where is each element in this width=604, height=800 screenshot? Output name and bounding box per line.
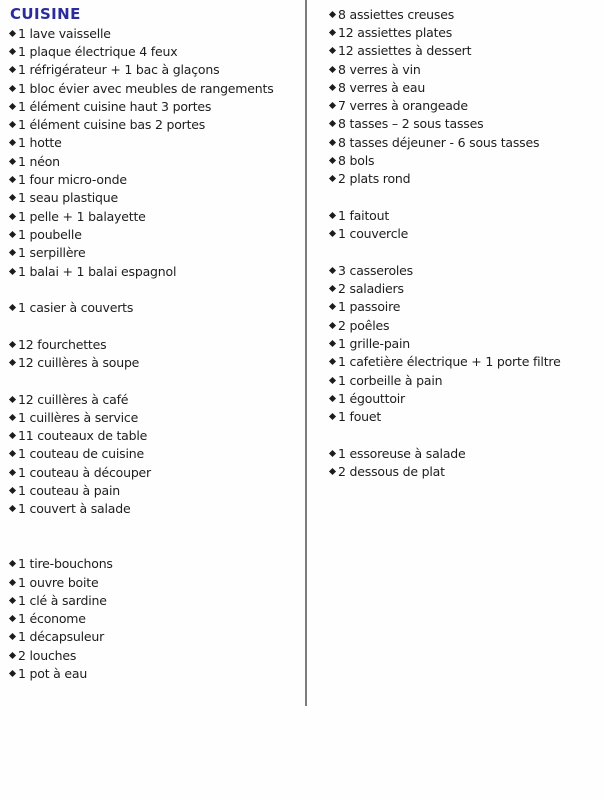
list-item bbox=[330, 389, 600, 407]
list-item bbox=[330, 5, 600, 23]
diamond-bullet-icon bbox=[329, 303, 336, 310]
diamond-bullet-icon bbox=[329, 157, 336, 164]
list-item bbox=[10, 536, 302, 554]
diamond-bullet-icon bbox=[9, 505, 16, 512]
diamond-bullet-icon bbox=[329, 267, 336, 274]
item-label: 1 couteau de cuisine bbox=[18, 446, 144, 462]
diamond-bullet-icon bbox=[9, 414, 16, 421]
item-label: 1 élément cuisine haut 3 portes bbox=[18, 98, 212, 114]
list-item bbox=[330, 408, 600, 426]
item-label: 1 néon bbox=[18, 153, 60, 169]
list-item bbox=[330, 444, 600, 462]
diamond-bullet-icon bbox=[9, 432, 16, 439]
list-item bbox=[10, 353, 302, 371]
item-label: 2 louches bbox=[18, 647, 77, 663]
list-item bbox=[10, 317, 302, 335]
list-item bbox=[330, 23, 600, 41]
item-label: 7 verres à orangeade bbox=[338, 98, 468, 114]
diamond-bullet-icon bbox=[9, 48, 16, 55]
item-label: 2 dessous de plat bbox=[338, 464, 445, 480]
item-label: 8 verres à vin bbox=[338, 61, 421, 77]
item-label: 8 tasses déjeuner - 6 sous tasses bbox=[338, 134, 540, 150]
item-label: 12 assiettes à dessert bbox=[338, 43, 472, 59]
item-label: 1 pot à eau bbox=[18, 666, 88, 682]
diamond-bullet-icon bbox=[9, 84, 16, 91]
item-label: 1 lave vaisselle bbox=[18, 25, 111, 41]
item-label: 2 plats rond bbox=[338, 171, 411, 187]
column-divider bbox=[305, 0, 307, 706]
list-item bbox=[330, 96, 600, 114]
diamond-bullet-icon bbox=[9, 560, 16, 567]
list-item bbox=[10, 646, 302, 664]
item-label: 1 passoire bbox=[338, 299, 401, 315]
diamond-bullet-icon bbox=[9, 359, 16, 366]
item-label: 1 casier à couverts bbox=[18, 300, 134, 316]
list-item bbox=[330, 170, 600, 188]
list-item bbox=[330, 243, 600, 261]
diamond-bullet-icon bbox=[9, 450, 16, 457]
item-label: 1 économe bbox=[18, 611, 86, 627]
list-item bbox=[10, 628, 302, 646]
item-label: 2 saladiers bbox=[338, 281, 404, 297]
list-item bbox=[10, 189, 302, 207]
item-label: 1 réfrigérateur + 1 bac à glaçons bbox=[18, 62, 220, 78]
list-item bbox=[10, 463, 302, 481]
diamond-bullet-icon bbox=[329, 395, 336, 402]
diamond-bullet-icon bbox=[9, 30, 16, 37]
list-item bbox=[330, 279, 600, 297]
diamond-bullet-icon bbox=[329, 285, 336, 292]
item-label: 1 essoreuse à salade bbox=[338, 445, 466, 461]
item-label: 1 seau plastique bbox=[18, 190, 118, 206]
item-label: 1 égouttoir bbox=[338, 390, 405, 406]
diamond-bullet-icon bbox=[9, 597, 16, 604]
list-item bbox=[10, 610, 302, 628]
list-item bbox=[10, 79, 302, 97]
item-label: 12 assiettes plates bbox=[338, 24, 453, 40]
diamond-bullet-icon bbox=[9, 213, 16, 220]
list-item bbox=[10, 591, 302, 609]
diamond-bullet-icon bbox=[9, 194, 16, 201]
list-item bbox=[330, 261, 600, 279]
list-item bbox=[330, 316, 600, 334]
diamond-bullet-icon bbox=[329, 322, 336, 329]
diamond-bullet-icon bbox=[9, 633, 16, 640]
item-label: 8 assiettes creuses bbox=[338, 6, 455, 22]
item-label: 1 couvercle bbox=[338, 226, 409, 242]
item-label: 1 hotte bbox=[18, 135, 62, 151]
item-label: 1 balai + 1 balai espagnol bbox=[18, 263, 177, 279]
list-item bbox=[10, 115, 302, 133]
item-label: 1 grille-pain bbox=[338, 335, 411, 351]
item-label: 1 serpillère bbox=[18, 245, 86, 261]
list-item bbox=[10, 298, 302, 316]
list-item bbox=[10, 408, 302, 426]
list-item bbox=[10, 42, 302, 60]
left-column bbox=[10, 5, 302, 683]
item-label: 11 couteaux de table bbox=[18, 428, 148, 444]
diamond-bullet-icon bbox=[329, 102, 336, 109]
list-item bbox=[10, 244, 302, 262]
diamond-bullet-icon bbox=[9, 158, 16, 165]
list-item bbox=[10, 97, 302, 115]
list-item bbox=[330, 188, 600, 206]
list-item bbox=[10, 500, 302, 518]
diamond-bullet-icon bbox=[9, 396, 16, 403]
item-label: 1 tire-bouchons bbox=[18, 556, 113, 572]
diamond-bullet-icon bbox=[329, 358, 336, 365]
diamond-bullet-icon bbox=[329, 413, 336, 420]
diamond-bullet-icon bbox=[329, 377, 336, 384]
list-item bbox=[10, 445, 302, 463]
left-item-list bbox=[10, 24, 302, 683]
list-item bbox=[10, 372, 302, 390]
diamond-bullet-icon bbox=[9, 103, 16, 110]
diamond-bullet-icon bbox=[9, 121, 16, 128]
item-label: 1 faitout bbox=[338, 207, 390, 223]
diamond-bullet-icon bbox=[329, 450, 336, 457]
diamond-bullet-icon bbox=[9, 652, 16, 659]
list-item bbox=[10, 555, 302, 573]
item-label: 8 verres à eau bbox=[338, 79, 426, 95]
item-label: 1 corbeille à pain bbox=[338, 372, 443, 388]
list-item bbox=[330, 225, 600, 243]
diamond-bullet-icon bbox=[329, 212, 336, 219]
item-label: 1 couteau à pain bbox=[18, 483, 120, 499]
diamond-bullet-icon bbox=[9, 66, 16, 73]
list-item bbox=[330, 206, 600, 224]
list-item bbox=[330, 151, 600, 169]
right-column bbox=[330, 5, 600, 481]
item-label: 12 fourchettes bbox=[18, 336, 107, 352]
diamond-bullet-icon bbox=[329, 120, 336, 127]
list-item bbox=[10, 573, 302, 591]
diamond-bullet-icon bbox=[329, 29, 336, 36]
item-label: 1 clé à sardine bbox=[18, 592, 107, 608]
item-label: 1 élément cuisine bas 2 portes bbox=[18, 117, 206, 133]
right-item-list bbox=[330, 5, 600, 481]
item-label: 1 couteau à découper bbox=[18, 464, 151, 480]
list-item bbox=[10, 280, 302, 298]
list-item bbox=[10, 24, 302, 42]
item-label: 1 pelle + 1 balayette bbox=[18, 208, 146, 224]
diamond-bullet-icon bbox=[329, 175, 336, 182]
item-label: 8 tasses – 2 sous tasses bbox=[338, 116, 484, 132]
item-label: 3 casseroles bbox=[338, 262, 413, 278]
diamond-bullet-icon bbox=[9, 304, 16, 311]
list-item bbox=[10, 427, 302, 445]
item-label: 1 cafetière électrique + 1 porte filtre bbox=[338, 354, 561, 370]
list-item bbox=[330, 133, 600, 151]
diamond-bullet-icon bbox=[9, 341, 16, 348]
diamond-bullet-icon bbox=[9, 579, 16, 586]
list-item bbox=[330, 334, 600, 352]
list-item bbox=[330, 42, 600, 60]
diamond-bullet-icon bbox=[329, 230, 336, 237]
list-item bbox=[10, 152, 302, 170]
diamond-bullet-icon bbox=[9, 487, 16, 494]
page-title: CUISINE bbox=[10, 5, 81, 23]
item-label: 1 fouet bbox=[338, 409, 382, 425]
list-item bbox=[330, 115, 600, 133]
list-item bbox=[10, 207, 302, 225]
list-item bbox=[10, 481, 302, 499]
diamond-bullet-icon bbox=[9, 670, 16, 677]
list-item bbox=[330, 462, 600, 480]
diamond-bullet-icon bbox=[9, 615, 16, 622]
list-item bbox=[10, 518, 302, 536]
list-item bbox=[10, 390, 302, 408]
list-item bbox=[10, 262, 302, 280]
diamond-bullet-icon bbox=[9, 231, 16, 238]
diamond-bullet-icon bbox=[329, 47, 336, 54]
diamond-bullet-icon bbox=[329, 468, 336, 475]
diamond-bullet-icon bbox=[9, 469, 16, 476]
list-item bbox=[330, 353, 600, 371]
item-label: 1 plaque électrique 4 feux bbox=[18, 43, 178, 59]
list-item bbox=[10, 225, 302, 243]
item-label: 8 bols bbox=[338, 153, 375, 169]
item-label: 1 poubelle bbox=[18, 226, 82, 242]
diamond-bullet-icon bbox=[329, 340, 336, 347]
diamond-bullet-icon bbox=[329, 65, 336, 72]
list-item bbox=[10, 335, 302, 353]
list-item bbox=[10, 170, 302, 188]
list-item bbox=[10, 134, 302, 152]
item-label: 1 four micro-onde bbox=[18, 172, 127, 188]
list-item bbox=[330, 426, 600, 444]
list-item bbox=[10, 664, 302, 682]
list-item bbox=[330, 78, 600, 96]
diamond-bullet-icon bbox=[9, 176, 16, 183]
item-label: 1 bloc évier avec meubles de rangements bbox=[18, 80, 274, 96]
item-label: 12 cuillères à soupe bbox=[18, 354, 140, 370]
diamond-bullet-icon bbox=[9, 249, 16, 256]
item-label: 1 ouvre boite bbox=[18, 574, 99, 590]
list-item bbox=[330, 371, 600, 389]
item-label: 1 couvert à salade bbox=[18, 501, 131, 517]
list-item bbox=[330, 298, 600, 316]
item-label: 1 cuillères à service bbox=[18, 409, 139, 425]
diamond-bullet-icon bbox=[9, 139, 16, 146]
item-label: 2 poêles bbox=[338, 317, 390, 333]
item-label: 1 décapsuleur bbox=[18, 629, 105, 645]
list-item bbox=[10, 61, 302, 79]
list-item bbox=[330, 60, 600, 78]
diamond-bullet-icon bbox=[329, 11, 336, 18]
diamond-bullet-icon bbox=[9, 267, 16, 274]
diamond-bullet-icon bbox=[329, 84, 336, 91]
item-label: 12 cuillères à café bbox=[18, 391, 129, 407]
diamond-bullet-icon bbox=[329, 139, 336, 146]
